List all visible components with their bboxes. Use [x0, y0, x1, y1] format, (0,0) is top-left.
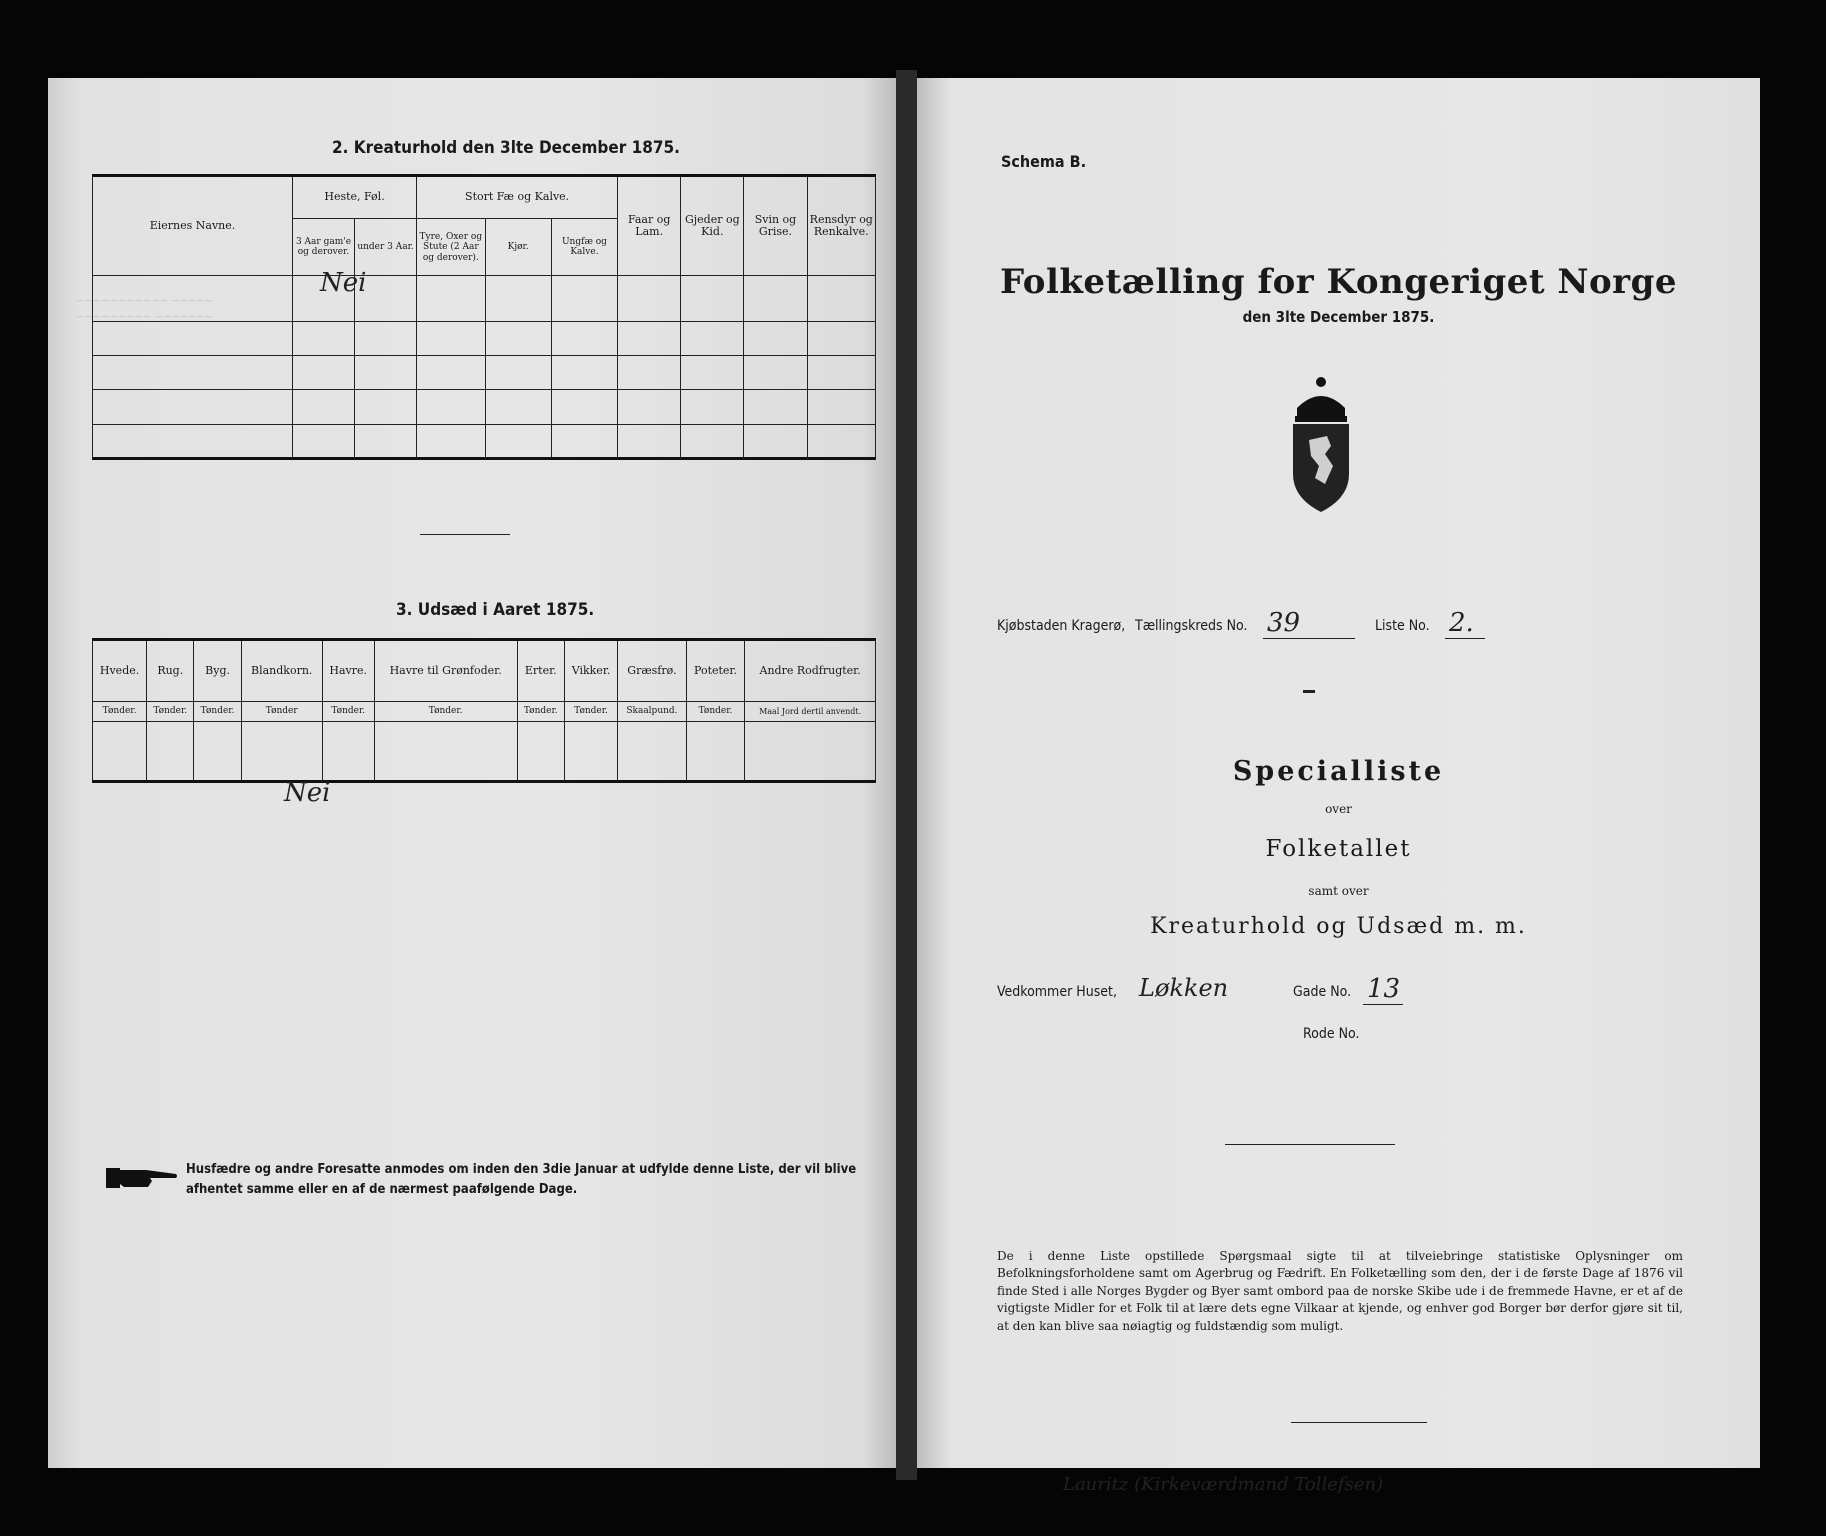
- seed-col-unit: Tønder.: [686, 702, 745, 722]
- seed-col-unit: Tønder.: [564, 702, 617, 722]
- over-text: over: [1325, 802, 1352, 816]
- small-dash: [1303, 690, 1315, 693]
- livestock-handwritten-nei: Nei: [320, 268, 367, 298]
- rensdyr-header: Rensdyr og Renkalve.: [807, 176, 875, 276]
- seed-col-name: Græsfrø.: [618, 640, 687, 702]
- seed-col-name: Havre.: [322, 640, 374, 702]
- right-page: [917, 78, 1760, 1495]
- samt-over-text: samt over: [1308, 884, 1369, 898]
- vedkommer-label: Vedkommer Huset,: [997, 984, 1117, 1000]
- kreds-rule: [1263, 638, 1355, 639]
- stort-fae-header: Stort Fæ og Kalve.: [417, 176, 618, 219]
- seed-col-unit: Tønder: [241, 702, 322, 722]
- kjobstaden-line: [997, 618, 1125, 634]
- vedkommer-value: Løkken: [1139, 974, 1229, 1002]
- gjeder-header: Gjeder og Kid.: [681, 176, 744, 276]
- seed-col-name: Byg.: [194, 640, 241, 702]
- livestock-table: [92, 174, 876, 460]
- seed-col-name: Hvede.: [93, 640, 147, 702]
- seed-col-unit: Tønder.: [374, 702, 517, 722]
- pointing-hand-icon: [106, 1164, 178, 1192]
- book-spine: [896, 70, 917, 1480]
- eiernes-navne-header: Eiernes Navne.: [93, 176, 293, 276]
- norway-coat-of-arms-icon: [1285, 374, 1357, 514]
- bleed-through-text: ~~~~~~~~~~~ ~~~~~ ~~~~~~~~~ ~~~~~~~: [76, 296, 214, 323]
- rode-label: Rode No.: [1303, 1026, 1360, 1042]
- seed-col-name: Vikker.: [564, 640, 617, 702]
- liste-label: Liste No.: [1375, 618, 1430, 634]
- liste-rule: [1445, 638, 1485, 639]
- schema-label: Schema B.: [1001, 152, 1087, 171]
- seed-col-unit: Tønder.: [517, 702, 564, 722]
- kreaturhold-title: Kreaturhold og Udsæd m. m.: [1150, 914, 1527, 939]
- seed-table: [92, 638, 876, 783]
- section3-title: 3. Udsæd i Aaret 1875.: [396, 600, 595, 620]
- gade-rule: [1363, 1004, 1403, 1005]
- census-date: den 3lte December 1875.: [1242, 308, 1435, 326]
- heste-sub1: 3 Aar gam'e og derover.: [292, 219, 354, 276]
- seed-col-unit: Tønder.: [322, 702, 374, 722]
- stort-sub2: Kjør.: [485, 219, 551, 276]
- divider: [1225, 1144, 1395, 1145]
- divider: [420, 534, 510, 535]
- seed-col-unit: Tønder.: [147, 702, 194, 722]
- left-page: [48, 78, 896, 1468]
- info-paragraph: De i denne Liste opstillede Spørgsmaal sigte til at tilveiebringe statistiske Oplysninger om Befolkningsforholdene samt om Agerbrug og Fædrift. En Folketælling som den, der i de første Dage af 1876 vil finde Sted i alle Norges Bygder og Byer samt ombord paa de norske Skibe ude i de fremmede Havne, er et af de vigtigste Midler for et Folk til at lære dets egne Vilkaar at kjende, og enhver god Borger bør derfor gjøre sit til, at den kan blive saa nøiagtig og fuldstændig som muligt.: [997, 1249, 1683, 1333]
- seed-col-name: Blandkorn.: [241, 640, 322, 702]
- notice-text: Husfædre og andre Foresatte anmodes om inden den 3die Januar at udfylde denne Liste, der vil blive afhentet samme eller en af de nærmest paafølgende Dage.: [186, 1162, 857, 1197]
- folketallet-title: Folketallet: [1265, 836, 1412, 862]
- liste-value: 2.: [1449, 608, 1474, 638]
- kreds-label: Tællingskreds No.: [1135, 618, 1248, 634]
- seed-col-name: Havre til Grønfoder.: [374, 640, 517, 702]
- kreds-value: 39: [1267, 608, 1301, 638]
- gade-label: Gade No.: [1293, 984, 1352, 1000]
- specialliste-title: Specialliste: [1232, 756, 1445, 787]
- faar-header: Faar og Lam.: [618, 176, 681, 276]
- kjobstaden-label: Kjøbstaden: [997, 618, 1068, 634]
- seed-col-unit: Tønder.: [194, 702, 241, 722]
- heste-sub2: under 3 Aar.: [355, 219, 417, 276]
- section2-title: 2. Kreaturhold den 3lte December 1875.: [332, 138, 680, 158]
- livestock-cell: [93, 276, 293, 322]
- seed-col-name: Poteter.: [686, 640, 745, 702]
- divider: [1291, 1422, 1427, 1423]
- gade-value: 13: [1367, 974, 1401, 1004]
- seed-col-name: Rug.: [147, 640, 194, 702]
- main-title: Folketælling for Kongeriget Norge: [999, 262, 1677, 302]
- kjobstaden-value: Kragerø,: [1071, 618, 1126, 634]
- seed-col-unit: Maal Jord dertil anvendt.: [745, 702, 876, 722]
- seed-col-name: Andre Rodfrugter.: [745, 640, 876, 702]
- svin-header: Svin og Grise.: [744, 176, 807, 276]
- seed-col-unit: Skaalpund.: [618, 702, 687, 722]
- signature: Lauritz (Kirkeværdmand Tollefsen): [1063, 1474, 1384, 1495]
- seed-col-unit: Tønder.: [93, 702, 147, 722]
- heste-header: Heste, Føl.: [292, 176, 416, 219]
- seed-handwritten-nei: Nei: [284, 778, 331, 808]
- stort-sub3: Ungfæ og Kalve.: [551, 219, 617, 276]
- seed-col-name: Erter.: [517, 640, 564, 702]
- stort-sub1: Tyre, Oxer og Stute (2 Aar og derover).: [417, 219, 485, 276]
